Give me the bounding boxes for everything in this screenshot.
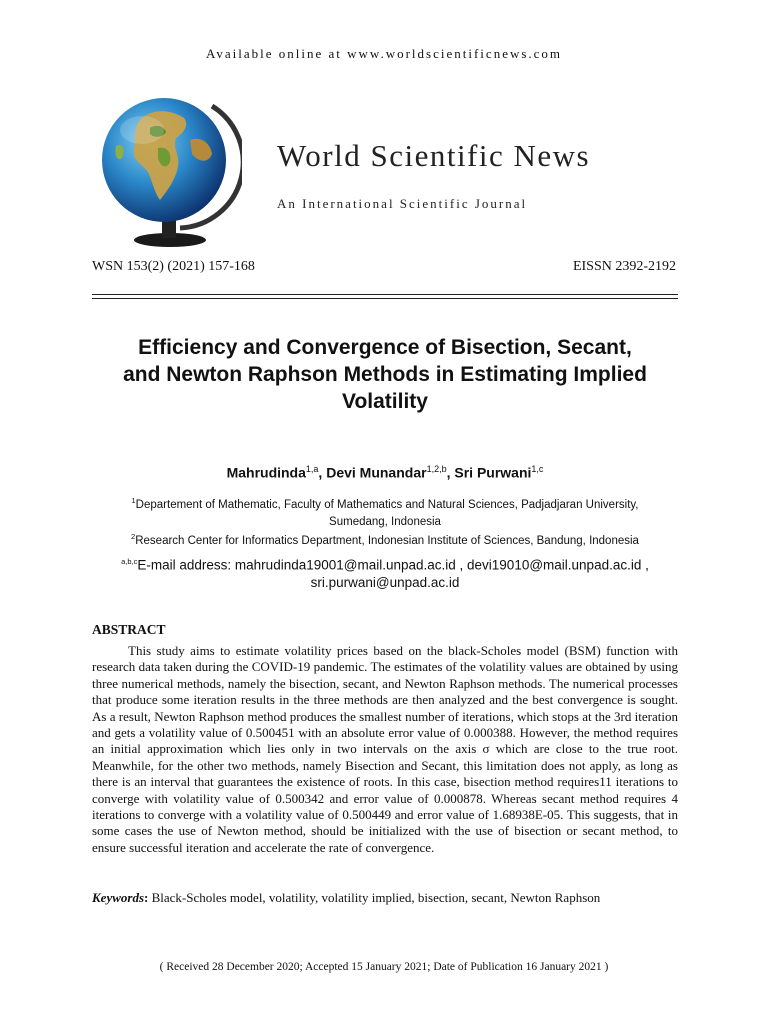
author-separator: , [446,464,455,481]
abstract-text: This study aims to estimate volatility prices based on the black-Scholes model (BSM) function with research data taken during the COVID-19 pandemic. The estimates of the volatility values are obtained by using three numerical methods, namely the bisection, secant, and Newton Raphson methods. The numerical processes that produce some iteration results in the three methods are then analyzed and the best convergence is sought. As a result, Newton Raphson method produces the smallest number of iterations, which stops at the 3rd iteration and gets a volatility value of 0.500451 with an absolute error value of 0.000388. However, the method requires an initial approximation which lies only in two intervals on the axis σ which are close to the true root. Meanwhile, for the other two methods, namely Bisection and Secant, this limitation does not apply, as long as there is an interval that guarantees the existence of roots. In this case, bisection method requires11 iterations to converge with volatility value of 0.500342 and error value of 0.000878. Whereas secant method requires 4 iterations to converge with a volatility value of 0.500449 and error value of 1.68938E-05. This suggests, that in some cases the use of Newton method, should be initialized with the use of bisection or secant method, to ensure successful iteration and accelerate the rate of convergence. [92,643,678,855]
header-rule-thick [92,294,678,295]
header-rule-thin [92,298,678,299]
wsn-reference: WSN 153(2) (2021) 157-168 [92,259,255,274]
email-addresses [92,553,678,591]
title-line-3: Volatility [342,390,428,413]
keywords-colon: : [144,890,149,905]
affiliation-2 [92,528,678,550]
author-name: Sri Purwani [454,464,532,481]
journal-name: World Scientific News [277,138,591,173]
email-line-1: E-mail address: mahrudinda19001@mail.unpad.ac.id , devi19010@mail.unpad.ac.id , [137,557,649,573]
affiliation-1-marker: 1 [131,496,136,505]
abstract-heading: ABSTRACT [92,622,166,637]
email-line-2: sri.purwani@unpad.ac.id [310,574,460,590]
paper-title [92,334,678,415]
journal-subtitle: An International Scientific Journal [277,196,528,211]
author-superscript: 1,c [531,464,544,474]
author-superscript: 1,a [305,464,319,474]
author-separator: , [318,464,327,481]
title-line-2: and Newton Raphson Methods in Estimating Implied [123,363,647,386]
author-superscript: 1,2,b [426,464,447,474]
publication-dates: ( Received 28 December 2020; Accepted 15 January 2021; Date of Publication 16 January 2021 ) [159,961,609,973]
author-name: Mahrudinda [226,464,306,481]
affiliation-2-text: Research Center for Informatics Department, Indonesian Institute of Sciences, Bandung, Indonesia [135,534,639,547]
author-name: Devi Munandar [326,464,427,481]
keywords-label: Keywords [92,890,144,905]
keywords-line [92,890,678,906]
globe-icon [92,88,242,250]
affiliation-1 [92,492,678,531]
affiliation-2-marker: 2 [131,532,136,541]
available-online-line: Available online at www.worldscientificnews.com [205,46,563,61]
affiliation-1-line-1: Departement of Mathematic, Faculty of Mathematics and Natural Sciences, Padjadjaran University, [135,498,639,511]
email-marker: a,b,c [121,557,138,566]
affiliation-1-line-2: Sumedang, Indonesia [329,515,441,528]
author-list [92,464,678,481]
keywords-text: Black-Scholes model, volatility, volatility implied, bisection, secant, Newton Raphson [148,890,601,905]
eissn-number: EISSN 2392-2192 [572,259,676,274]
title-line-1: Efficiency and Convergence of Bisection, Secant, [138,336,632,359]
